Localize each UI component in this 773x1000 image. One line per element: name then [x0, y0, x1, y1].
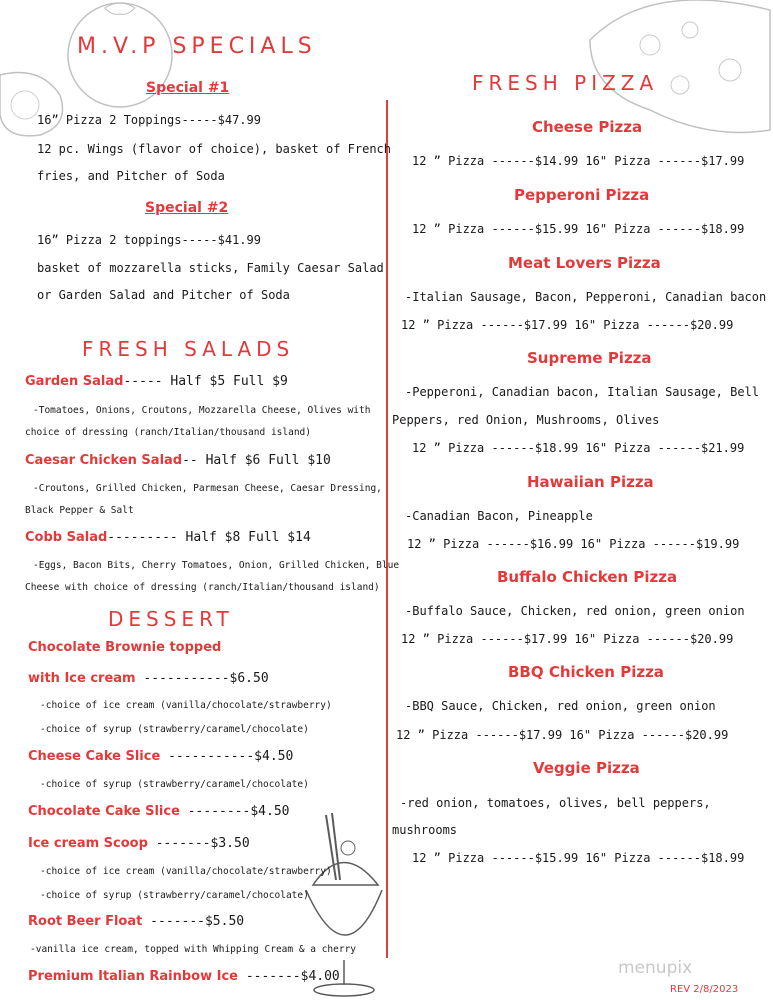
- pizza-prices: 12 ” Pizza ------$16.99 16" Pizza ------$19.99: [407, 537, 740, 551]
- revision-date: REV 2/8/2023: [670, 984, 739, 995]
- dessert-option: -choice of syrup (strawberry/caramel/chocolate): [40, 890, 309, 901]
- special-2-title: Special #2: [145, 200, 229, 216]
- salad-desc: -Tomatoes, Onions, Croutons, Mozzarella Cheese, Olives with: [33, 405, 371, 416]
- salad-desc: Cheese with choice of dressing (ranch/Italian/thousand island): [25, 582, 380, 593]
- dessert-item: [28, 804, 289, 819]
- dessert-name: with Ice cream: [28, 671, 136, 686]
- salad-name: Caesar Chicken Salad: [25, 453, 183, 468]
- dessert-option: -choice of syrup (strawberry/caramel/chocolate): [40, 779, 309, 790]
- dessert-price: -----------$4.50: [160, 749, 294, 764]
- dessert-price: -------$4.00: [238, 969, 340, 984]
- special-1-line: 16” Pizza 2 Toppings-----$47.99: [37, 113, 261, 127]
- pizza-desc: -red onion, tomatoes, olives, bell peppers,: [400, 796, 711, 810]
- dessert-option: -choice of syrup (strawberry/caramel/chocolate): [40, 724, 309, 735]
- special-2-line: 16” Pizza 2 toppings-----$41.99: [37, 233, 261, 247]
- pizza-name: BBQ Chicken Pizza: [508, 663, 664, 681]
- pizza-name: Cheese Pizza: [532, 118, 643, 136]
- dessert-name: Cheese Cake Slice: [28, 749, 161, 764]
- salad-price: ----- Half $5 Full $9: [123, 374, 288, 389]
- salad-item: [25, 453, 331, 468]
- dessert-price: -------$3.50: [147, 836, 250, 851]
- special-1-line: 12 pc. Wings (flavor of choice), basket of French: [37, 142, 392, 156]
- dessert-price: -------$5.50: [142, 914, 245, 929]
- pizza-prices: 12 ” Pizza ------$17.99 16" Pizza ------$20.99: [401, 632, 734, 646]
- special-1-title: Special #1: [146, 80, 230, 96]
- dessert-price: --------$4.50: [179, 804, 290, 819]
- pizza-desc: -BBQ Sauce, Chicken, red onion, green onion: [405, 699, 716, 713]
- dessert-title: DESSERT: [108, 607, 234, 631]
- pizza-prices: 12 ” Pizza ------$17.99 16" Pizza ------$20.99: [396, 728, 729, 742]
- salad-item: [25, 374, 288, 389]
- pizza-prices: 12 ” Pizza ------$18.99 16" Pizza ------$21.99: [412, 441, 745, 455]
- menupix-watermark: menupix: [618, 958, 693, 978]
- pizza-name: Veggie Pizza: [533, 759, 640, 777]
- pizza-desc: Peppers, red Onion, Mushrooms, Olives: [392, 413, 660, 427]
- pizza-desc: -Italian Sausage, Bacon, Pepperoni, Canadian bacon: [405, 290, 767, 304]
- column-divider: [386, 100, 388, 958]
- salad-desc: Black Pepper & Salt: [25, 505, 134, 516]
- pizza-name: Buffalo Chicken Pizza: [497, 568, 678, 586]
- dessert-option: -choice of ice cream (vanilla/chocolate/strawberry): [40, 700, 332, 711]
- dessert-name: Premium Italian Rainbow Ice: [28, 969, 238, 984]
- dessert-name: Chocolate Cake Slice: [28, 804, 180, 819]
- dessert-item: [28, 969, 340, 984]
- special-2-line: basket of mozzarella sticks, Family Caesar Salad: [37, 261, 384, 275]
- pizza-name: Meat Lovers Pizza: [508, 254, 661, 272]
- pizza-desc: -Buffalo Sauce, Chicken, red onion, green onion: [405, 604, 745, 618]
- salad-desc: -Eggs, Bacon Bits, Cherry Tomatoes, Onion, Grilled Chicken, Blue: [33, 560, 400, 571]
- dessert-item: [28, 671, 269, 686]
- dessert-item: [28, 836, 250, 851]
- dessert-item: [28, 914, 244, 929]
- dessert-item: [28, 749, 293, 764]
- salad-price: -- Half $6 Full $10: [182, 453, 331, 468]
- dessert-price: -----------$6.50: [135, 671, 269, 686]
- salad-item: [25, 530, 311, 545]
- pizza-prices: 12 ” Pizza ------$14.99 16" Pizza ------$17.99: [412, 154, 745, 168]
- salad-desc: -Croutons, Grilled Chicken, Parmesan Cheese, Caesar Dressing,: [33, 483, 382, 494]
- pizza-desc: mushrooms: [392, 823, 458, 837]
- dessert-desc: -vanilla ice cream, topped with Whipping Cream & a cherry: [30, 944, 357, 955]
- special-2-line: or Garden Salad and Pitcher of Soda: [37, 288, 290, 302]
- salad-desc: choice of dressing (ranch/Italian/thousand island): [25, 427, 311, 438]
- dessert-name: Ice cream Scoop: [28, 836, 148, 851]
- special-1-line: fries, and Pitcher of Soda: [37, 169, 225, 183]
- pizza-desc: -Canadian Bacon, Pineapple: [405, 509, 593, 523]
- pizza-title: FRESH PIZZA: [472, 71, 659, 95]
- pizza-prices: 12 ” Pizza ------$15.99 16" Pizza ------$18.99: [412, 851, 745, 865]
- pizza-name: Hawaiian Pizza: [527, 473, 654, 491]
- pizza-desc: -Pepperoni, Canadian bacon, Italian Sausage, Bell: [405, 385, 760, 399]
- salad-name: Garden Salad: [25, 374, 124, 389]
- pizza-name: Supreme Pizza: [527, 349, 652, 367]
- salad-price: --------- Half $8 Full $14: [107, 530, 311, 545]
- salad-name: Cobb Salad: [25, 530, 108, 545]
- dessert-name: Root Beer Float: [28, 914, 143, 929]
- specials-title: M.V.P SPECIALS: [77, 34, 317, 59]
- pizza-name: Pepperoni Pizza: [514, 186, 650, 204]
- salads-title: FRESH SALADS: [82, 337, 295, 361]
- dessert-option: -choice of ice cream (vanilla/chocolate/strawberry): [40, 866, 332, 877]
- dessert-name: Chocolate Brownie topped: [28, 640, 222, 655]
- pizza-prices: 12 ” Pizza ------$15.99 16" Pizza ------$18.99: [412, 222, 745, 236]
- pizza-prices: 12 ” Pizza ------$17.99 16" Pizza ------$20.99: [401, 318, 734, 332]
